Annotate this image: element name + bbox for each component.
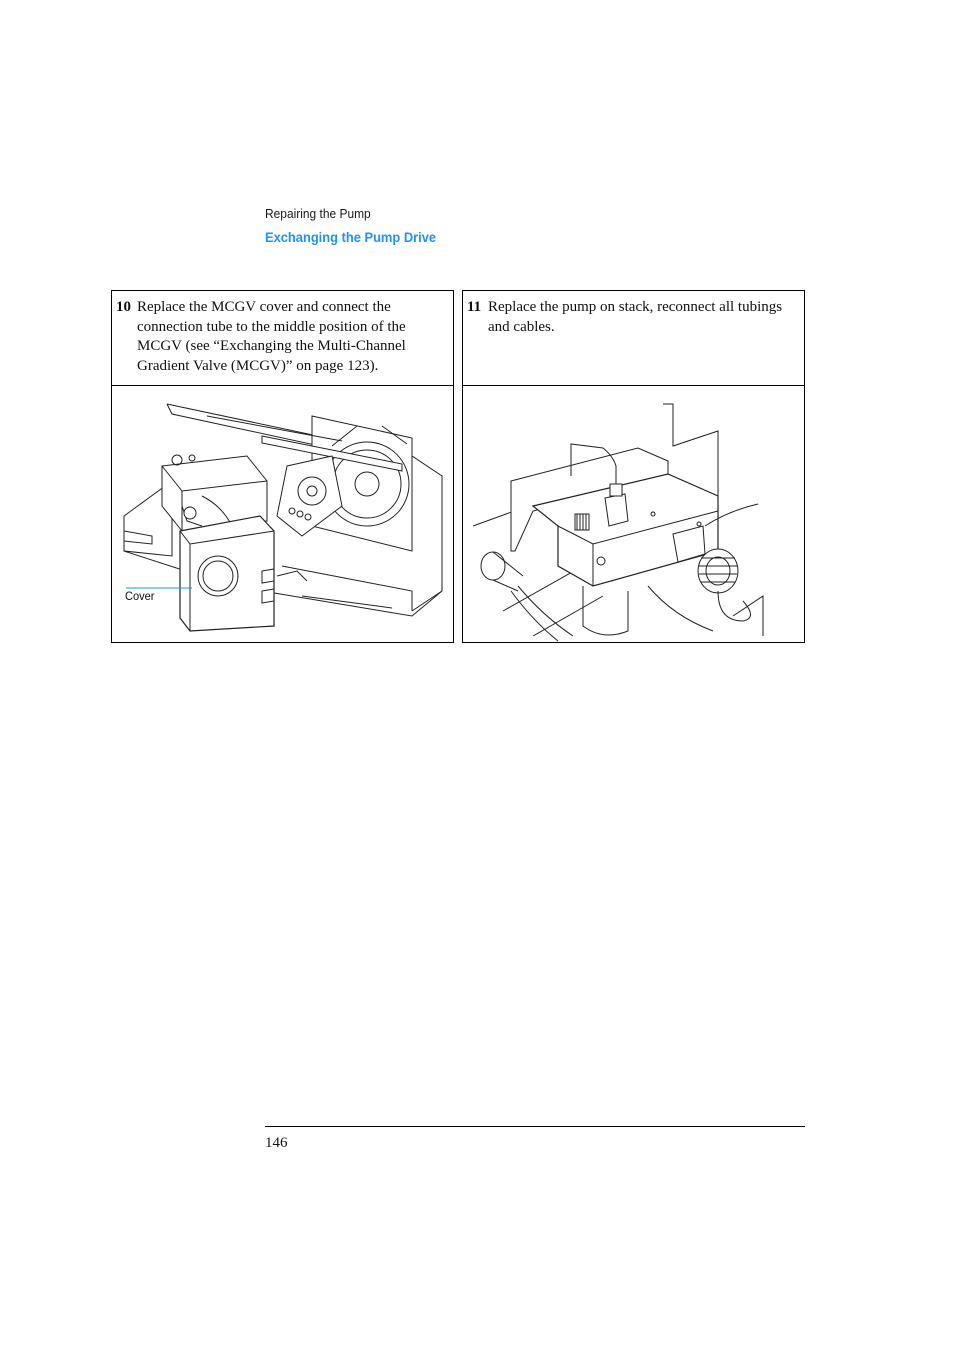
- footer-rule: [265, 1126, 805, 1127]
- running-header-section: Repairing the Pump: [265, 206, 371, 221]
- step-11: [467, 298, 787, 337]
- pump-on-stack-illustration: [463, 386, 804, 642]
- cover-callout-label: Cover: [125, 589, 155, 603]
- step-10-figure-cell: [111, 385, 454, 643]
- mcgv-cover-illustration: [112, 386, 453, 642]
- step-11-instruction: Replace the pump on stack, reconnect all tubings and cables.: [488, 299, 783, 335]
- step-10: [116, 298, 452, 376]
- step-11-figure-cell: [462, 385, 805, 643]
- running-header-title: Exchanging the Pump Drive: [265, 229, 437, 245]
- step-10-text-cell: [111, 290, 454, 386]
- step-11-text-cell: [462, 290, 805, 386]
- step-10-number: 10: [116, 299, 131, 315]
- step-11-number: 11: [467, 299, 482, 315]
- page-number: 146: [265, 1135, 288, 1151]
- step-10-instruction: Replace the MCGV cover and connect the connection tube to the middle position of the MCGV (see “Exchanging the Multi-Channel Gradient Valve (MCGV)” on page 123).: [137, 299, 406, 374]
